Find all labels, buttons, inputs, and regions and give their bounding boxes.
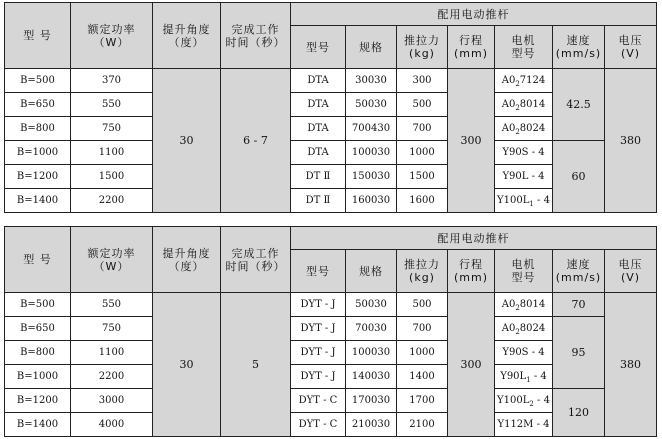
table-row	[5, 317, 657, 341]
motor-cell: Y90S - 4	[495, 341, 553, 365]
spec-cell: 100030	[346, 341, 397, 365]
header-motor: 电机 型号	[495, 250, 553, 293]
header-completion-time: 完成工作 时间（秒）	[221, 3, 291, 69]
spec-cell: 50030	[346, 93, 397, 117]
motor-cell: $A0_28014$	[495, 93, 553, 117]
header-actuator-group: 配用电动推杆	[291, 3, 657, 26]
power-cell: 1500	[71, 165, 153, 189]
model-cell: B=1400	[5, 413, 71, 437]
power-cell: 2200	[71, 365, 153, 389]
spec-cell: 700430	[346, 117, 397, 141]
lift-angle-cell: 30	[153, 69, 221, 213]
header-voltage: 电压 (V)	[605, 250, 657, 293]
spec-cell: 50030	[346, 293, 397, 317]
header-rated-power: 额定功率 （W）	[71, 227, 153, 293]
header-sub-model: 型号	[291, 26, 346, 69]
speed-cell: 95	[553, 317, 605, 389]
spec-cell: 170030	[346, 389, 397, 413]
thrust-cell: 1500	[397, 165, 448, 189]
spec-cell: 140030	[346, 365, 397, 389]
table-row	[5, 293, 657, 317]
header-actuator-group: 配用电动推杆	[291, 227, 657, 250]
spec-cell: 160030	[346, 189, 397, 213]
model-cell: B=1200	[5, 165, 71, 189]
model-cell: B=1000	[5, 365, 71, 389]
stroke-cell: 300	[448, 69, 495, 213]
motor-cell: $A0_28024$	[495, 117, 553, 141]
header-rated-power: 额定功率 （W）	[71, 3, 153, 69]
header-completion-time: 完成工作 时间（秒）	[221, 227, 291, 293]
power-cell: 1100	[71, 341, 153, 365]
power-cell: 1100	[71, 141, 153, 165]
motor-cell: Y112M - 4	[495, 413, 553, 437]
speed-cell: 120	[553, 389, 605, 437]
header-model: 型 号	[5, 3, 71, 69]
voltage-cell: 380	[605, 293, 657, 437]
model-cell: B=800	[5, 117, 71, 141]
voltage-cell: 380	[605, 69, 657, 213]
power-cell: 370	[71, 69, 153, 93]
thrust-cell: 500	[397, 93, 448, 117]
motor-cell: Y90L - 4	[495, 165, 553, 189]
spec-cell: 70030	[346, 317, 397, 341]
power-cell: 2200	[71, 189, 153, 213]
stroke-cell: 300	[448, 293, 495, 437]
table-row	[5, 141, 657, 165]
power-cell: 550	[71, 293, 153, 317]
type-cell: DYT - J	[291, 365, 346, 389]
thrust-cell: 2100	[397, 413, 448, 437]
type-cell: DT Ⅱ	[291, 189, 346, 213]
model-cell: B=650	[5, 317, 71, 341]
header-speed: 速度 (mm/s)	[553, 250, 605, 293]
speed-cell: 60	[553, 141, 605, 213]
thrust-cell: 1600	[397, 189, 448, 213]
header-sub-model: 型号	[291, 250, 346, 293]
motor-cell: $A0_28014$	[495, 293, 553, 317]
spec-table-2	[4, 226, 657, 437]
type-cell: DYT - J	[291, 341, 346, 365]
motor-cell: $Y90L_1 - 4$	[495, 365, 553, 389]
thrust-cell: 300	[397, 69, 448, 93]
type-cell: DYT - J	[291, 293, 346, 317]
spec-cell: 100030	[346, 141, 397, 165]
thrust-cell: 1400	[397, 365, 448, 389]
speed-cell: 70	[553, 293, 605, 317]
thrust-cell: 1000	[397, 341, 448, 365]
type-cell: DTA	[291, 69, 346, 93]
header-lift-angle: 提升角度 （度）	[153, 3, 221, 69]
type-cell: DTA	[291, 93, 346, 117]
spec-cell: 210030	[346, 413, 397, 437]
thrust-cell: 700	[397, 317, 448, 341]
type-cell: DT Ⅱ	[291, 165, 346, 189]
header-thrust: 推拉力 (kg)	[397, 26, 448, 69]
model-cell: B=1400	[5, 189, 71, 213]
motor-cell: Y90S - 4	[495, 141, 553, 165]
header-voltage: 电压 (V)	[605, 26, 657, 69]
spec-cell: 30030	[346, 69, 397, 93]
header-stroke: 行程 (mm)	[448, 26, 495, 69]
lift-angle-cell: 30	[153, 293, 221, 437]
model-cell: B=800	[5, 341, 71, 365]
header-thrust: 推拉力 (kg)	[397, 250, 448, 293]
model-cell: B=500	[5, 293, 71, 317]
completion-time-cell: 5	[221, 293, 291, 437]
power-cell: 750	[71, 317, 153, 341]
power-cell: 4000	[71, 413, 153, 437]
power-cell: 550	[71, 93, 153, 117]
type-cell: DTA	[291, 117, 346, 141]
type-cell: DTA	[291, 141, 346, 165]
model-cell: B=1000	[5, 141, 71, 165]
model-cell: B=500	[5, 69, 71, 93]
table-row	[5, 389, 657, 413]
spec-cell: 150030	[346, 165, 397, 189]
spec-table-1	[4, 2, 657, 213]
motor-cell: $Y100L_1 - 4$	[495, 189, 553, 213]
header-model: 型 号	[5, 227, 71, 293]
header-speed: 速度 (mm/s)	[553, 26, 605, 69]
motor-cell: $Y100L_2 - 4$	[495, 389, 553, 413]
type-cell: DYT - C	[291, 389, 346, 413]
header-motor: 电机 型号	[495, 26, 553, 69]
table-row	[5, 69, 657, 93]
model-cell: B=650	[5, 93, 71, 117]
header-stroke: 行程 (mm)	[448, 250, 495, 293]
motor-cell: $A0_28024$	[495, 317, 553, 341]
thrust-cell: 500	[397, 293, 448, 317]
header-spec: 规格	[346, 26, 397, 69]
thrust-cell: 1000	[397, 141, 448, 165]
motor-cell: $A0_27124$	[495, 69, 553, 93]
thrust-cell: 700	[397, 117, 448, 141]
model-cell: B=1200	[5, 389, 71, 413]
type-cell: DYT - J	[291, 317, 346, 341]
power-cell: 3000	[71, 389, 153, 413]
thrust-cell: 1700	[397, 389, 448, 413]
speed-cell: 42.5	[553, 69, 605, 141]
power-cell: 750	[71, 117, 153, 141]
completion-time-cell: 6 - 7	[221, 69, 291, 213]
header-lift-angle: 提升角度 （度）	[153, 227, 221, 293]
type-cell: DYT - C	[291, 413, 346, 437]
header-spec: 规格	[346, 250, 397, 293]
